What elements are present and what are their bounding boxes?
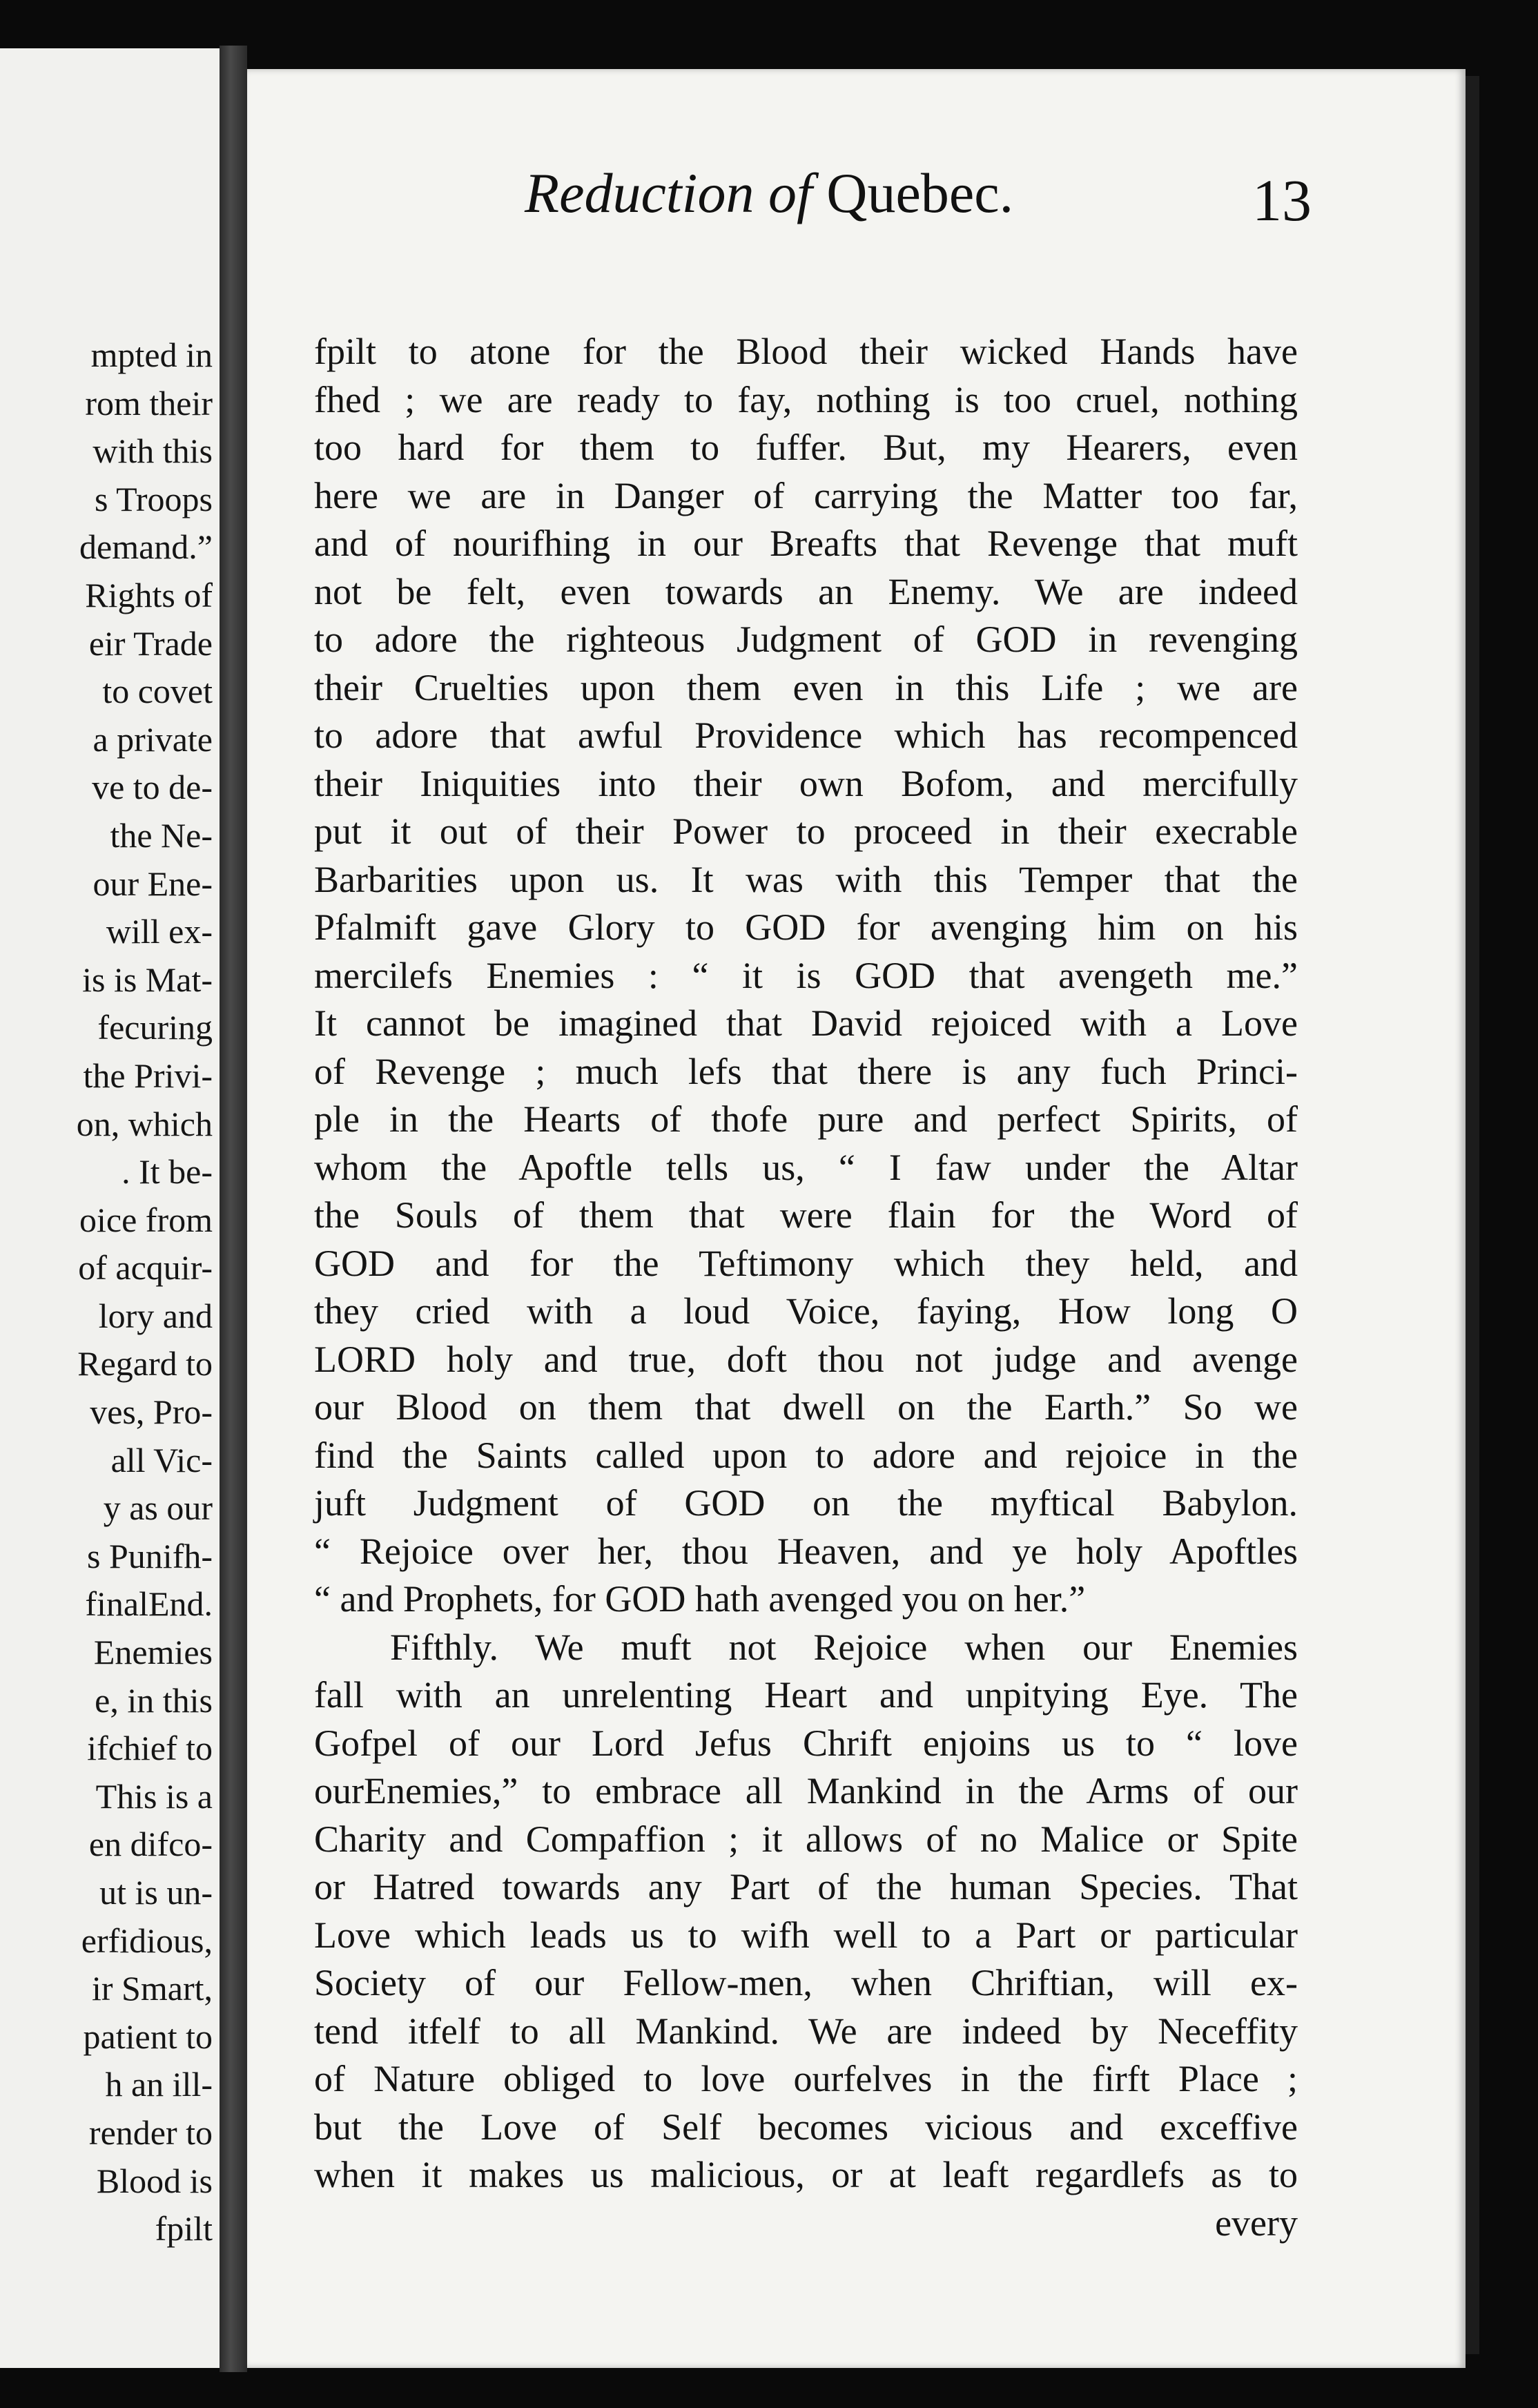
text-line: their Cruelties upon them even in this Life ; we are bbox=[314, 666, 1298, 708]
text-line: not be felt, even towards an Enemy. We are indeed bbox=[314, 570, 1298, 612]
text-line: Society of our Fellow-men, when Chriftian, will ex- bbox=[314, 1962, 1298, 2003]
text-line: they cried with a loud Voice, faying, How long O bbox=[314, 1290, 1298, 1332]
text-line: or Hatred towards any Part of the human Species. That bbox=[314, 1866, 1298, 1907]
left-line: will ex- bbox=[106, 912, 213, 951]
text-line: Pfalmift gave Glory to GOD for avenging him on his bbox=[314, 906, 1298, 948]
running-head-of: of bbox=[754, 162, 827, 224]
text-line: fpilt to atone for the Blood their wicked Hands have bbox=[314, 331, 1298, 372]
text-line: Gofpel of our Lord Jefus Chrift enjoins us to “ love bbox=[314, 1722, 1298, 1764]
text-line: LORD holy and true, doft thou not judge and avenge bbox=[314, 1338, 1298, 1380]
left-line: the Ne- bbox=[110, 815, 213, 855]
left-line: y as our bbox=[103, 1488, 213, 1528]
text-line: fhed ; we are ready to fay, nothing is too cruel, nothing bbox=[314, 378, 1298, 420]
left-line: ifchief to bbox=[87, 1729, 213, 1768]
left-line: en difco- bbox=[88, 1825, 213, 1864]
running-head bbox=[525, 148, 1013, 238]
text-line: put it out of their Power to proceed in their execrable bbox=[314, 810, 1298, 852]
left-line: mpted in bbox=[90, 336, 213, 374]
text-line: too hard for them to fuffer. But, my Hearers, even bbox=[314, 427, 1298, 468]
left-line: oice from bbox=[79, 1200, 213, 1239]
text-line: of Revenge ; much lefs that there is any fuch Princi- bbox=[314, 1050, 1298, 1092]
page-edge-shadow bbox=[1466, 76, 1479, 2354]
text-line: ourEnemies,” to embrace all Mankind in the Arms of our bbox=[314, 1770, 1298, 1812]
text-line: here we are in Danger of carrying the Matter too far, bbox=[314, 474, 1298, 516]
text-line: “ and Prophets, for GOD hath avenged you on her.” bbox=[314, 1578, 1086, 1620]
left-line: Regard to bbox=[77, 1344, 213, 1383]
left-line: render to bbox=[88, 2113, 213, 2152]
left-line: is is Mat- bbox=[82, 960, 213, 999]
left-page-fragment bbox=[0, 48, 220, 2368]
left-line: ir Smart, bbox=[92, 1969, 213, 2008]
left-line: the Privi- bbox=[83, 1056, 213, 1095]
text-line: find the Saints called upon to adore and rejoice in the bbox=[314, 1434, 1298, 1476]
left-line: with this bbox=[93, 431, 213, 471]
left-line: demand.” bbox=[79, 527, 213, 567]
text-line: fall with an unrelenting Heart and unpitying Eye. The bbox=[314, 1674, 1298, 1716]
text-line: and of nourifhing in our Breafts that Revenge that muft bbox=[314, 523, 1298, 564]
left-line: a private bbox=[93, 719, 213, 759]
catchword: every bbox=[1215, 2202, 1298, 2244]
text-line: to adore the righteous Judgment of GOD in revenging bbox=[314, 619, 1298, 660]
left-line: finalEnd. bbox=[85, 1584, 213, 1624]
left-line: ve to de- bbox=[92, 768, 213, 807]
left-line: Enemies bbox=[93, 1633, 213, 1672]
left-line: eir Trade bbox=[88, 623, 213, 663]
text-line: whom the Apoftle tells us, “ I faw under the Altar bbox=[314, 1146, 1298, 1188]
left-line: rom their bbox=[85, 383, 213, 423]
page-number: 13 bbox=[1252, 167, 1312, 233]
left-line: patient to bbox=[83, 2017, 213, 2056]
book-gutter bbox=[220, 46, 247, 2372]
left-line: ut is un- bbox=[99, 1873, 213, 1912]
left-line: . It be- bbox=[121, 1152, 213, 1192]
text-line: but the Love of Self becomes vicious and exceffive bbox=[314, 2106, 1298, 2148]
left-line: erfidious, bbox=[81, 1921, 213, 1960]
left-line: lory and bbox=[98, 1296, 213, 1335]
text-line: ple in the Hearts of thofe pure and perfect Spirits, of bbox=[314, 1098, 1298, 1140]
running-head-reduction: Reduction bbox=[525, 162, 755, 224]
text-line: tend itfelf to all Mankind. We are indeed by Neceffity bbox=[314, 2010, 1298, 2052]
text-line: Barbarities upon us. It was with this Temper that the bbox=[314, 858, 1298, 900]
text-line: of Nature obliged to love ourfelves in the firft Place ; bbox=[314, 2058, 1298, 2099]
text-line: juft Judgment of GOD on the myftical Babylon. bbox=[314, 1482, 1298, 1524]
text-line: Love which leads us to wifh well to a Part or particular bbox=[314, 1914, 1298, 1956]
left-line: fecuring bbox=[97, 1008, 213, 1047]
text-line: the Souls of them that were flain for the Word of bbox=[314, 1194, 1298, 1236]
left-line: Blood is bbox=[96, 2161, 213, 2200]
left-line: This is a bbox=[95, 1776, 213, 1816]
left-line: on, which bbox=[76, 1104, 213, 1143]
text-line: “ Rejoice over her, thou Heaven, and ye holy Apoftles bbox=[314, 1530, 1298, 1572]
text-line: GOD and for the Teftimony which they held, and bbox=[314, 1242, 1298, 1284]
left-line: our Ene- bbox=[93, 864, 213, 903]
left-page-text bbox=[0, 331, 220, 2253]
text-line: to adore that awful Providence which has recompenced bbox=[314, 715, 1298, 756]
left-line: of acquir- bbox=[78, 1248, 213, 1288]
left-line: e, in this bbox=[95, 1680, 213, 1720]
page-header bbox=[262, 148, 1312, 238]
left-line: all Vic- bbox=[110, 1440, 213, 1479]
left-line: s Punifh- bbox=[87, 1536, 213, 1575]
left-line: Rights of bbox=[85, 575, 213, 614]
text-line: Fifthly. We muft not Rejoice when our Enemies bbox=[390, 1626, 1298, 1668]
running-head-quebec: Quebec. bbox=[826, 162, 1014, 224]
left-line: fpilt bbox=[155, 2209, 213, 2249]
left-line: h an ill- bbox=[105, 2065, 213, 2104]
left-line: to covet bbox=[102, 672, 213, 711]
text-line: Charity and Compaffion ; it allows of no Malice or Spite bbox=[314, 1818, 1298, 1860]
text-line: mercilefs Enemies : “ it is GOD that avengeth me.” bbox=[314, 954, 1298, 996]
text-line: their Iniquities into their own Bofom, and mercifully bbox=[314, 762, 1298, 804]
body-text bbox=[314, 328, 1298, 2247]
text-line: It cannot be imagined that David rejoiced with a Love bbox=[314, 1002, 1298, 1044]
text-line: our Blood on them that dwell on the Earth.” So we bbox=[314, 1386, 1298, 1428]
left-line: ves, Pro- bbox=[90, 1392, 213, 1432]
text-line: when it makes us malicious, or at leaft regardlefs as to bbox=[314, 2154, 1298, 2195]
left-line: s Troops bbox=[95, 479, 213, 518]
